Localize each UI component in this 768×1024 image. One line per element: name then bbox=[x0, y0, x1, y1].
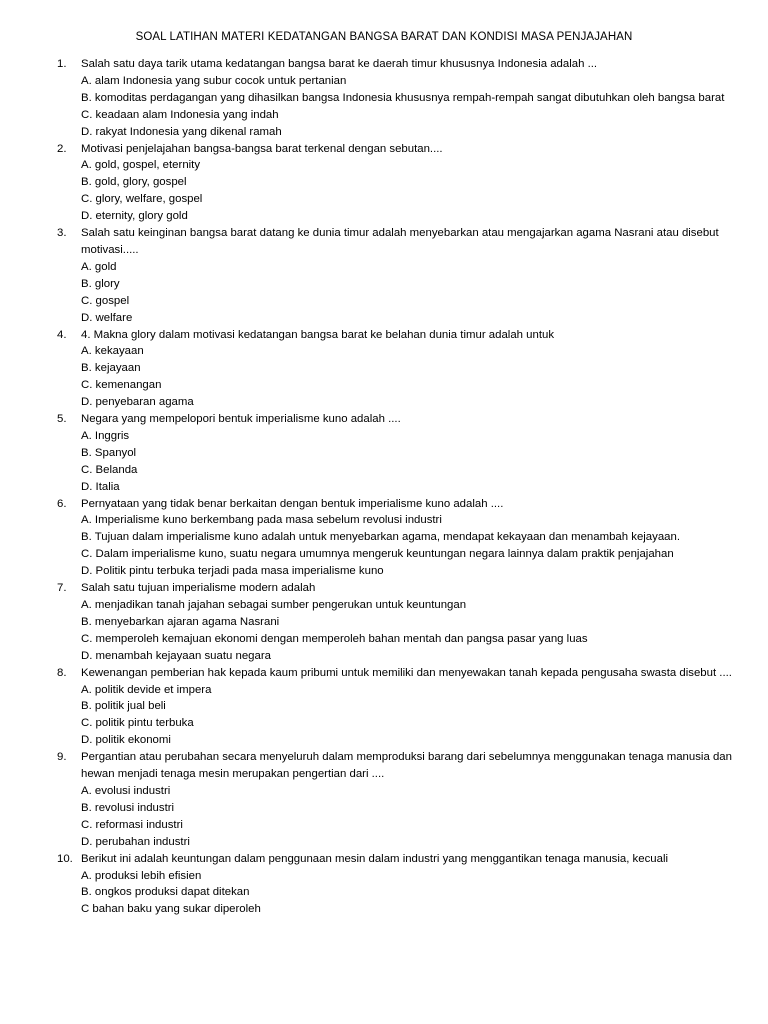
answer-option: D. perubahan industri bbox=[81, 835, 190, 848]
question-item bbox=[0, 665, 768, 750]
answer-option: D. Politik pintu terbuka terjadi pada masa imperialisme kuno bbox=[81, 565, 384, 578]
question-text: Kewenangan pemberian hak kepada kaum pribumi untuk memiliki dan menyewakan tanah kepada pengusaha swasta disebut .... bbox=[81, 666, 732, 679]
answer-option: D. rakyat Indonesia yang dikenal ramah bbox=[81, 125, 282, 138]
answer-options bbox=[0, 157, 768, 225]
question-item bbox=[0, 749, 768, 850]
question-number: 4. bbox=[57, 328, 67, 341]
answer-option: A. menjadikan tanah jajahan sebagai sumber pengerukan untuk keuntungan bbox=[81, 599, 467, 611]
answer-option: A. gold, gospel, eternity bbox=[81, 159, 201, 172]
question-number: 9. bbox=[57, 751, 67, 764]
question-item bbox=[0, 327, 768, 412]
answer-option: B. politik jual beli bbox=[81, 700, 166, 713]
question-number: 10. bbox=[57, 852, 73, 865]
question-item bbox=[0, 411, 768, 496]
answer-option: C. keadaan alam Indonesia yang indah bbox=[81, 108, 279, 121]
answer-option: C. kemenangan bbox=[81, 379, 162, 392]
answer-option: D. welfare bbox=[81, 311, 133, 324]
question-number: 1. bbox=[57, 58, 67, 70]
question-text: 4. Makna glory dalam motivasi kedatangan bangsa barat ke belahan dunia timur adalah untuk bbox=[81, 328, 555, 341]
answer-option: C. Dalam imperialisme kuno, suatu negara umumnya mengeruk keuntungan negara lainnya dalam praktik penjajahan bbox=[81, 548, 674, 561]
answer-option: B. kejayaan bbox=[81, 362, 141, 375]
answer-option: B. gold, glory, gospel bbox=[81, 176, 187, 189]
answer-option: C. memperoleh kemajuan ekonomi dengan memperoleh bahan mentah dan pangsa pasar yang luas bbox=[81, 632, 588, 645]
answer-option: B. ongkos produksi dapat ditekan bbox=[81, 886, 250, 899]
answer-option: A. evolusi industri bbox=[81, 784, 171, 797]
question-row bbox=[0, 851, 768, 868]
answer-option: A. Inggris bbox=[81, 429, 130, 442]
question-list bbox=[0, 56, 768, 918]
answer-option: C. gospel bbox=[81, 294, 130, 307]
question-number: 7. bbox=[57, 582, 67, 595]
answer-option: C. Belanda bbox=[81, 463, 138, 476]
question-text: Salah satu tujuan imperialisme modern adalah bbox=[81, 582, 316, 595]
answer-option: A. gold bbox=[81, 260, 117, 273]
question-item bbox=[0, 580, 768, 665]
answer-option: B. revolusi industri bbox=[81, 801, 175, 814]
answer-option: B. glory bbox=[81, 277, 120, 290]
question-text: Pernyataan yang tidak benar berkaitan dengan bentuk imperialisme kuno adalah .... bbox=[81, 497, 504, 510]
question-item bbox=[0, 56, 768, 141]
answer-option: A. produksi lebih efisien bbox=[81, 869, 202, 882]
question-number: 5. bbox=[57, 413, 67, 426]
answer-option: C. politik pintu terbuka bbox=[81, 717, 194, 730]
answer-options bbox=[0, 597, 768, 665]
answer-options bbox=[0, 868, 768, 919]
question-item bbox=[0, 496, 768, 581]
question-number: 6. bbox=[57, 497, 67, 510]
answer-options bbox=[0, 73, 768, 141]
answer-option: B. menyebarkan ajaran agama Nasrani bbox=[81, 615, 280, 628]
question-row bbox=[0, 56, 768, 73]
question-row bbox=[0, 665, 768, 682]
answer-option: B. Spanyol bbox=[81, 446, 137, 459]
answer-option: A. politik devide et impera bbox=[81, 683, 212, 696]
page-title: SOAL LATIHAN MATERI KEDATANGAN BANGSA BARAT DAN KONDISI MASA PENJAJAHAN bbox=[135, 31, 633, 43]
question-row bbox=[0, 225, 768, 259]
answer-options bbox=[0, 783, 768, 851]
answer-option: D. Italia bbox=[81, 480, 120, 493]
question-item bbox=[0, 141, 768, 226]
answer-option: B. komoditas perdagangan yang dihasilkan bangsa Indonesia khususnya rempah-rempah sangat dibutuhkan oleh bangsa barat bbox=[81, 91, 725, 104]
answer-option: D. politik ekonomi bbox=[81, 734, 171, 747]
answer-option: B. Tujuan dalam imperialisme kuno adalah untuk menyebarkan agama, mendapat kekayaan dan menambah kejayaan. bbox=[81, 531, 681, 544]
question-number: 2. bbox=[57, 142, 67, 155]
question-row bbox=[0, 327, 768, 344]
answer-option: C bahan baku yang sukar diperoleh bbox=[81, 903, 261, 916]
question-row bbox=[0, 580, 768, 597]
question-number: 3. bbox=[57, 227, 67, 240]
question-row bbox=[0, 141, 768, 158]
answer-option: D. eternity, glory gold bbox=[81, 210, 188, 223]
question-item bbox=[0, 851, 768, 919]
answer-option: C. glory, welfare, gospel bbox=[81, 193, 203, 206]
answer-options bbox=[0, 682, 768, 750]
question-text: Pergantian atau perubahan secara menyeluruh dalam memproduksi barang dari sebelumnya menggunakan tenaga manusia dan hewan menjadi tenaga mesin merupakan pengertian dari .... bbox=[81, 751, 732, 781]
answer-options bbox=[0, 512, 768, 580]
answer-option: C. reformasi industri bbox=[81, 818, 183, 831]
question-text: Salah satu keinginan bangsa barat datang ke dunia timur adalah menyebarkan atau mengajarkan agama Nasrani atau disebut motivasi..... bbox=[81, 227, 719, 256]
answer-options bbox=[0, 428, 768, 496]
question-text: Berikut ini adalah keuntungan dalam penggunaan mesin dalam industri yang menggantikan tenaga manusia, kecuali bbox=[81, 852, 669, 865]
answer-option: D. penyebaran agama bbox=[81, 396, 194, 409]
question-row bbox=[0, 496, 768, 513]
answer-options bbox=[0, 343, 768, 411]
question-row bbox=[0, 749, 768, 783]
answer-option: A. Imperialisme kuno berkembang pada masa sebelum revolusi industri bbox=[81, 514, 442, 527]
question-text: Negara yang mempelopori bentuk imperialisme kuno adalah .... bbox=[81, 413, 401, 426]
question-item bbox=[0, 225, 768, 326]
answer-option: A. kekayaan bbox=[81, 345, 144, 358]
question-number: 8. bbox=[57, 666, 67, 679]
question-text: Motivasi penjelajahan bangsa-bangsa barat terkenal dengan sebutan.... bbox=[81, 142, 443, 155]
answer-options bbox=[0, 259, 768, 327]
answer-option: D. menambah kejayaan suatu negara bbox=[81, 649, 271, 662]
answer-option: A. alam Indonesia yang subur cocok untuk pertanian bbox=[81, 74, 347, 87]
question-text: Salah satu daya tarik utama kedatangan bangsa barat ke daerah timur khususnya Indonesia adalah ... bbox=[81, 58, 598, 70]
question-row bbox=[0, 411, 768, 428]
